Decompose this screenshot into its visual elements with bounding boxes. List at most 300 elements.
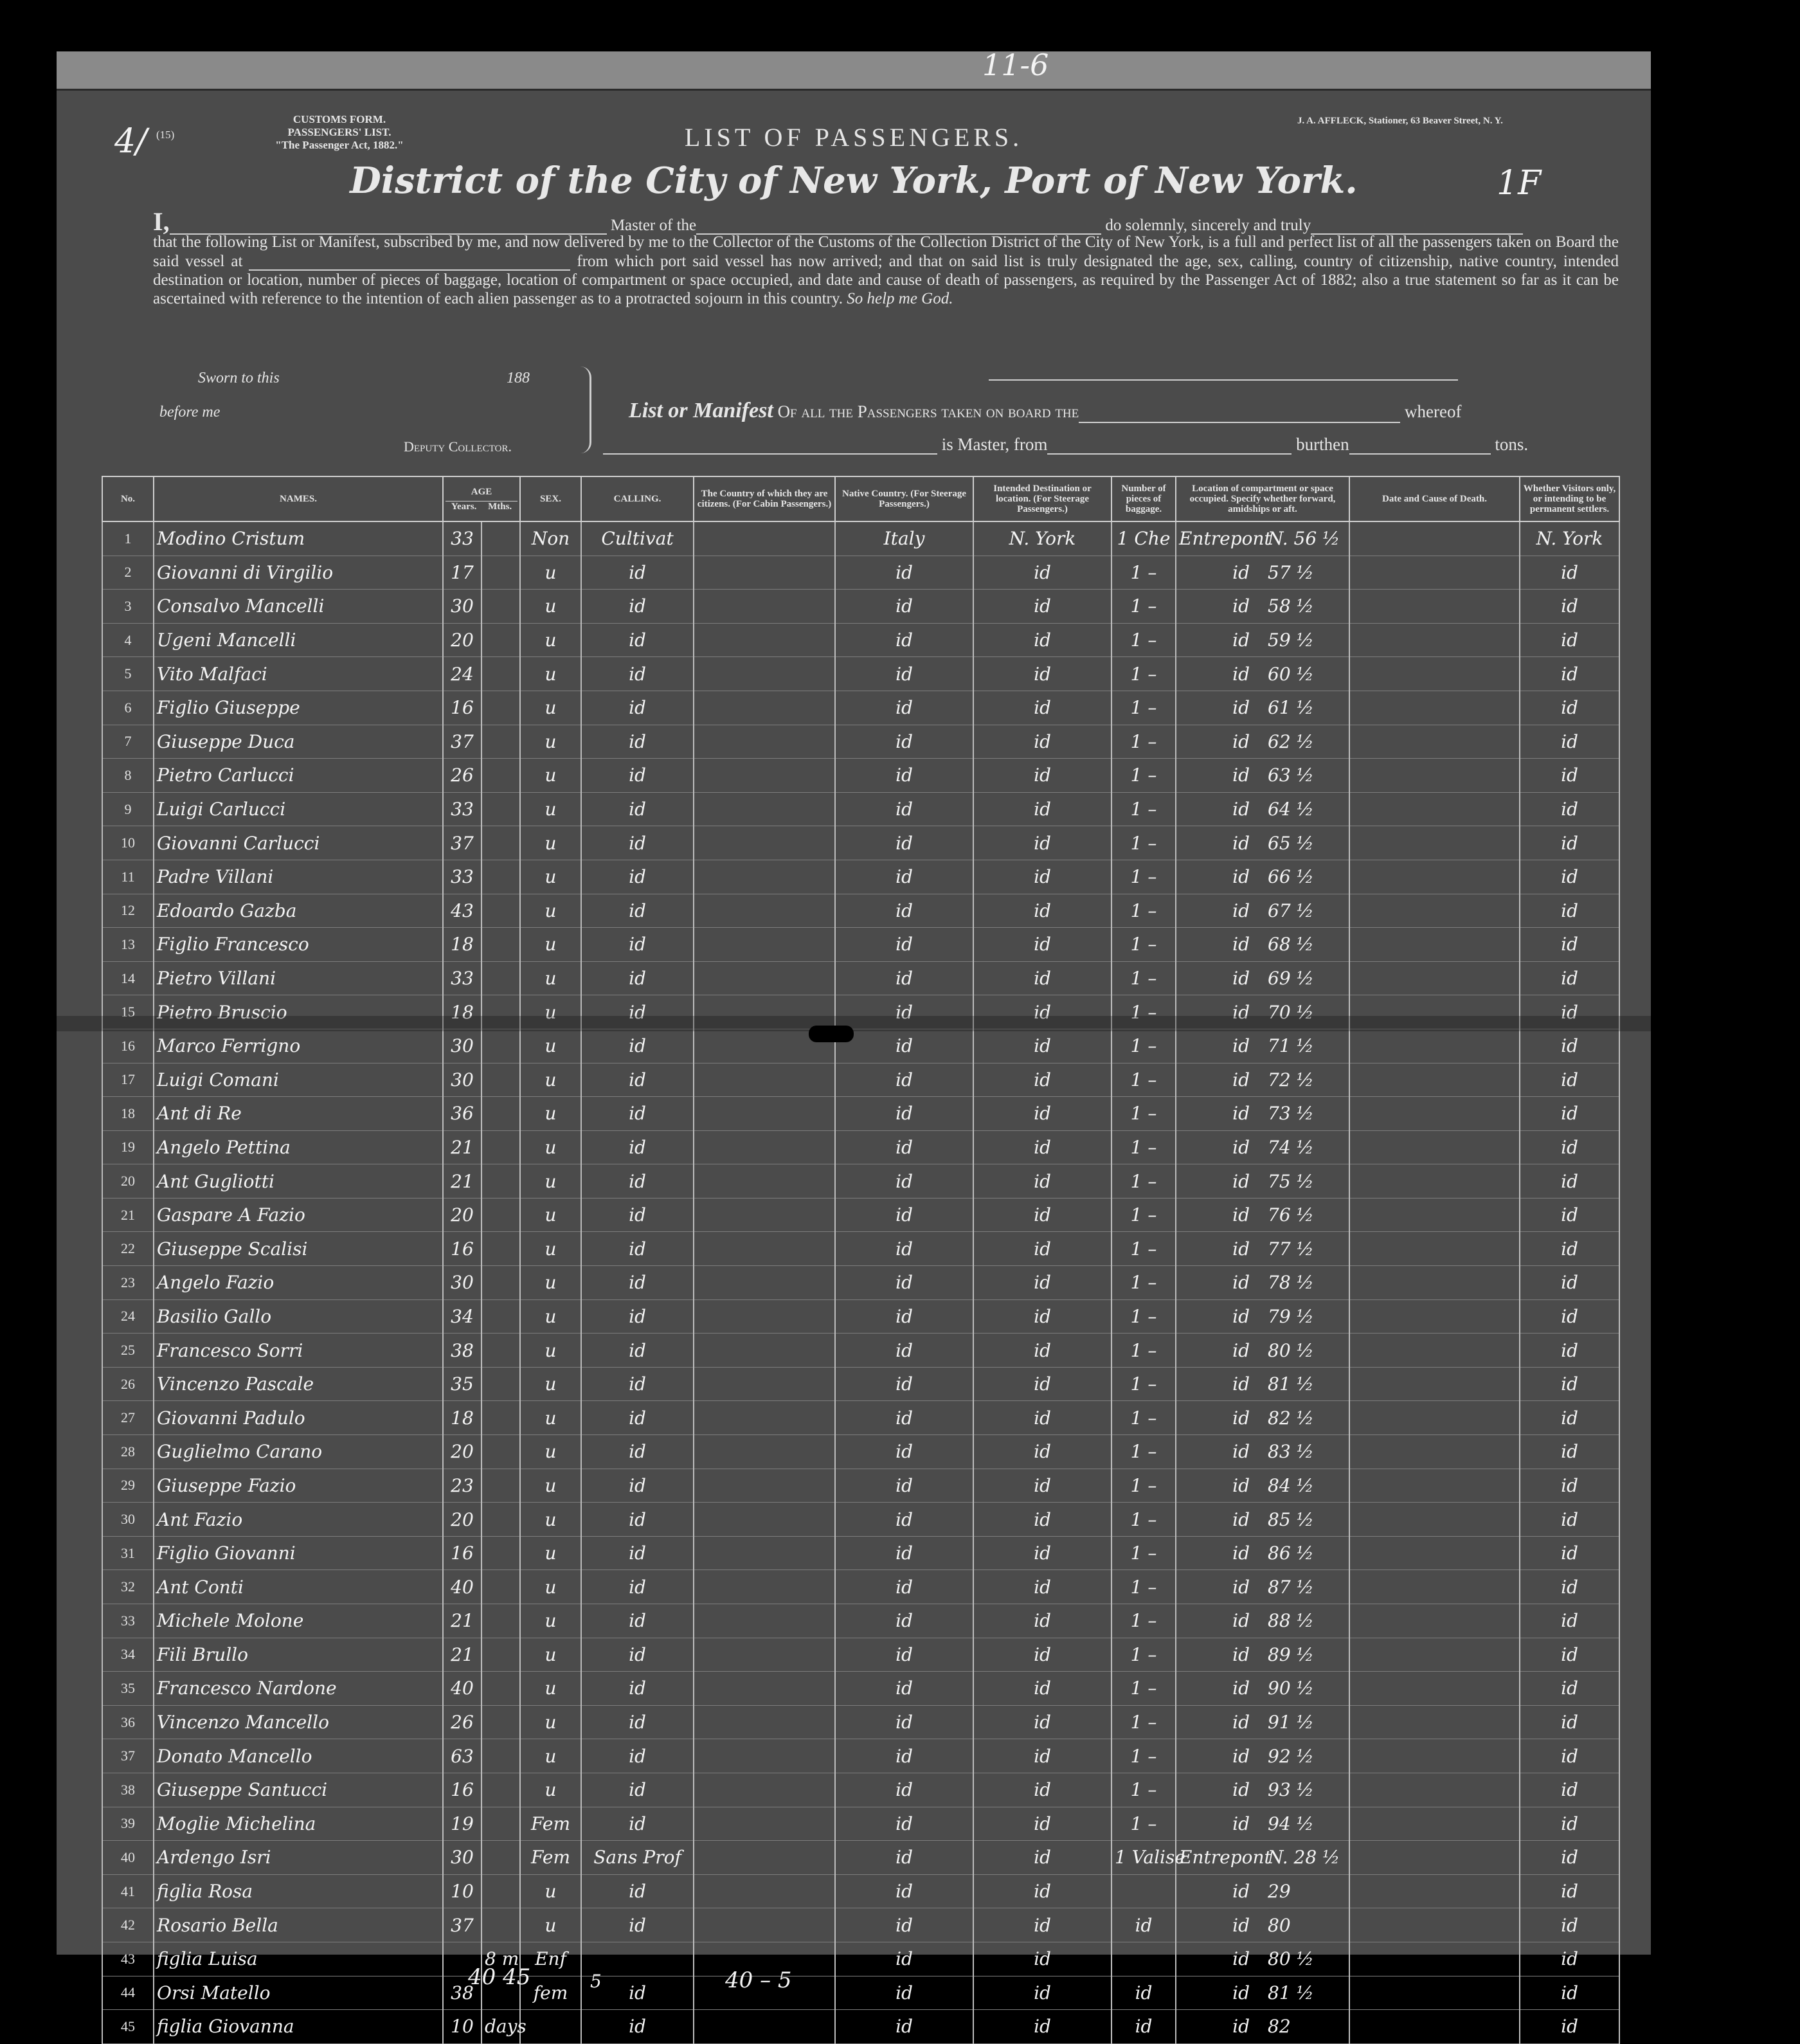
location (1176, 1367, 1349, 1401)
citizen-country (694, 961, 835, 995)
settler-status: id (1520, 894, 1619, 928)
death-cause (1349, 1672, 1520, 1706)
location (1176, 1029, 1349, 1063)
location (1176, 1570, 1349, 1604)
age-years: 16 (443, 1536, 482, 1570)
passenger-name: Figlio Francesco (154, 928, 443, 962)
sex: u (520, 1672, 581, 1706)
location-area: id (1232, 1643, 1250, 1665)
destination: id (973, 1334, 1112, 1368)
table-row (102, 1841, 1619, 1875)
age-months (482, 590, 520, 624)
native-country: id (835, 1807, 973, 1841)
settler-status: id (1520, 657, 1619, 691)
sex: u (520, 1435, 581, 1469)
settler-status: id (1520, 590, 1619, 624)
baggage: 1 Valise (1112, 1841, 1176, 1875)
citizen-country (694, 1232, 835, 1266)
row-number: 14 (102, 961, 154, 995)
death-cause (1349, 1097, 1520, 1131)
manifest-line-2 (603, 435, 1619, 455)
manifest-whereof: whereof (1405, 402, 1462, 421)
age-months (482, 657, 520, 691)
native-country: id (835, 556, 973, 590)
native-country: id (835, 725, 973, 759)
death-cause (1349, 1063, 1520, 1097)
age-years: 18 (443, 928, 482, 962)
death-cause (1349, 1367, 1520, 1401)
age-months (482, 1367, 520, 1401)
death-cause (1349, 1299, 1520, 1334)
citizen-country (694, 1773, 835, 1807)
sex: u (520, 657, 581, 691)
oath-paragraph (153, 233, 1619, 308)
sex (520, 2010, 581, 2044)
table-row (102, 1739, 1619, 1773)
table-row (102, 1435, 1619, 1469)
row-number: 1 (102, 521, 154, 556)
row-number: 21 (102, 1198, 154, 1232)
destination: id (973, 759, 1112, 793)
location-area: id (1232, 1813, 1250, 1834)
sex: u (520, 1097, 581, 1131)
location (1176, 1334, 1349, 1368)
baggage: 1 – (1112, 1638, 1176, 1672)
sex: u (520, 928, 581, 962)
location (1176, 1672, 1349, 1706)
row-number: 6 (102, 691, 154, 725)
age-years: 23 (443, 1469, 482, 1503)
citizen-country (694, 1705, 835, 1739)
destination: id (973, 1672, 1112, 1706)
destination: id (973, 1401, 1112, 1435)
calling: id (581, 961, 694, 995)
location-number: 94 ½ (1268, 1813, 1314, 1834)
destination: id (973, 1739, 1112, 1773)
settler-status: id (1520, 995, 1619, 1029)
citizen-country (694, 1401, 835, 1435)
baggage: 1 – (1112, 623, 1176, 657)
table-row (102, 1164, 1619, 1198)
passenger-name: Figlio Giuseppe (154, 691, 443, 725)
table-row (102, 1266, 1619, 1300)
sex: u (520, 1638, 581, 1672)
table-row (102, 1672, 1619, 1706)
death-cause (1349, 860, 1520, 894)
sex: u (520, 826, 581, 860)
native-country: id (835, 1503, 973, 1537)
settler-status: id (1520, 1807, 1619, 1841)
location (1176, 1299, 1349, 1334)
sex: u (520, 1130, 581, 1164)
passenger-name: Basilio Gallo (154, 1299, 443, 1334)
death-cause (1349, 961, 1520, 995)
ink-blot (809, 1026, 854, 1042)
native-country: id (835, 1874, 973, 1908)
location-number: 80 ½ (1268, 1948, 1314, 1970)
table-row (102, 1807, 1619, 1841)
native-country: id (835, 1097, 973, 1131)
citizen-country (694, 792, 835, 826)
customs-form-line-1: CUSTOMS FORM. (292, 113, 386, 125)
age-years: 26 (443, 1705, 482, 1739)
location-area: id (1232, 1982, 1250, 2003)
calling: id (581, 1299, 694, 1334)
row-number: 11 (102, 860, 154, 894)
location (1176, 792, 1349, 826)
citizen-country (694, 1841, 835, 1875)
age-years: 10 (443, 1874, 482, 1908)
passenger-name: Angelo Pettina (154, 1130, 443, 1164)
col-destination: Intended Destination or location. (For Steerage Passengers.) (973, 476, 1112, 521)
calling: id (581, 1908, 694, 1942)
death-cause (1349, 1198, 1520, 1232)
citizen-country (694, 1908, 835, 1942)
row-number: 8 (102, 759, 154, 793)
death-cause (1349, 590, 1520, 624)
row-number: 28 (102, 1435, 154, 1469)
age-years: 36 (443, 1097, 482, 1131)
destination: id (973, 725, 1112, 759)
location-number: 72 ½ (1268, 1069, 1314, 1090)
native-country: id (835, 860, 973, 894)
baggage: 1 – (1112, 1469, 1176, 1503)
location-area: id (1232, 1204, 1250, 1226)
manifest-of-all: Of all the Passengers taken on board the (777, 402, 1079, 421)
native-country: id (835, 1638, 973, 1672)
calling: id (581, 1401, 694, 1435)
table-row (102, 826, 1619, 860)
table-row (102, 1536, 1619, 1570)
sex: u (520, 1334, 581, 1368)
row-number: 3 (102, 590, 154, 624)
location-area: id (1232, 1103, 1250, 1125)
location-area: id (1232, 934, 1250, 955)
row-number: 43 (102, 1942, 154, 1976)
location-area: id (1232, 968, 1250, 990)
passenger-name: Fili Brullo (154, 1638, 443, 1672)
destination: id (973, 1503, 1112, 1537)
location-number: 82 (1268, 2016, 1291, 2038)
col-sex: SEX. (520, 476, 581, 521)
location-area: id (1232, 697, 1250, 719)
table-row (102, 1638, 1619, 1672)
death-cause (1349, 1874, 1520, 1908)
passenger-name: Pietro Bruscio (154, 995, 443, 1029)
passenger-name: Vito Malfaci (154, 657, 443, 691)
calling: id (581, 1773, 694, 1807)
passenger-name: Giuseppe Santucci (154, 1773, 443, 1807)
destination: id (973, 590, 1112, 624)
native-country: id (835, 1130, 973, 1164)
passenger-name: Moglie Michelina (154, 1807, 443, 1841)
passenger-name: Luigi Comani (154, 1063, 443, 1097)
settler-status: id (1520, 1164, 1619, 1198)
age-months (482, 1299, 520, 1334)
age-years: 33 (443, 860, 482, 894)
age-years: 35 (443, 1367, 482, 1401)
col-native-country: Native Country. (For Steerage Passengers.) (835, 476, 973, 521)
death-cause (1349, 1435, 1520, 1469)
location-number: 74 ½ (1268, 1136, 1314, 1158)
sex: u (520, 623, 581, 657)
row-number: 4 (102, 623, 154, 657)
baggage: 1 – (1112, 860, 1176, 894)
age-years: 43 (443, 894, 482, 928)
age-months (482, 826, 520, 860)
calling: id (581, 623, 694, 657)
baggage: 1 – (1112, 995, 1176, 1029)
age-years: 37 (443, 826, 482, 860)
location-area: id (1232, 2016, 1250, 2038)
location-area: id (1232, 1069, 1250, 1090)
sex: u (520, 1739, 581, 1773)
location (1176, 860, 1349, 894)
location-area: id (1232, 1474, 1250, 1496)
baggage: 1 – (1112, 1705, 1176, 1739)
table-row (102, 1469, 1619, 1503)
sex: u (520, 590, 581, 624)
age-months (482, 1401, 520, 1435)
location-area: id (1232, 629, 1250, 651)
location-area: id (1232, 595, 1250, 617)
bottom-mark-left: 40 45 (468, 1964, 531, 1990)
age-months (482, 521, 520, 556)
location (1176, 623, 1349, 657)
sworn-to-label: Sworn to this (198, 370, 280, 386)
location-area: id (1232, 1272, 1250, 1294)
age-years: 24 (443, 657, 482, 691)
location-area: id (1232, 1339, 1250, 1361)
location-area: id (1232, 1407, 1250, 1429)
death-cause (1349, 1130, 1520, 1164)
location (1176, 1705, 1349, 1739)
col-citizen-country: The Country of which they are citizens. (For Cabin Passengers.) (694, 476, 835, 521)
form-number: (15) (156, 129, 175, 141)
row-number: 25 (102, 1334, 154, 1368)
manifest-burthen: burthen (1296, 435, 1349, 454)
age-months (482, 928, 520, 962)
sex: Enf (520, 1942, 581, 1976)
age-years: 20 (443, 623, 482, 657)
location-number: 69 ½ (1268, 968, 1314, 990)
row-number: 42 (102, 1908, 154, 1942)
baggage: 1 – (1112, 1232, 1176, 1266)
sex: u (520, 725, 581, 759)
oath-master-of: Master of the (610, 217, 697, 234)
location-area: id (1232, 1508, 1250, 1530)
location-number: 93 ½ (1268, 1779, 1314, 1801)
passenger-name: Giovanni di Virgilio (154, 556, 443, 590)
location-number: 73 ½ (1268, 1103, 1314, 1125)
baggage: 1 – (1112, 1334, 1176, 1368)
native-country: id (835, 1739, 973, 1773)
age-years: 33 (443, 792, 482, 826)
passenger-name: Angelo Fazio (154, 1266, 443, 1300)
citizen-country (694, 556, 835, 590)
location (1176, 1638, 1349, 1672)
citizen-country (694, 1604, 835, 1638)
settler-status: id (1520, 1299, 1619, 1334)
manifest-sheet (57, 48, 1651, 2038)
citizen-country (694, 1638, 835, 1672)
calling: id (581, 556, 694, 590)
table-row (102, 725, 1619, 759)
destination: id (973, 657, 1112, 691)
settler-status: N. York (1520, 521, 1619, 556)
district-heading: District of the City of New York, Port of New York. (350, 159, 1358, 202)
location-number: 88 ½ (1268, 1610, 1314, 1632)
baggage: 1 – (1112, 1435, 1176, 1469)
settler-status: id (1520, 691, 1619, 725)
table-row (102, 2010, 1619, 2044)
settler-status: id (1520, 623, 1619, 657)
baggage: 1 – (1112, 1773, 1176, 1807)
age-years: 16 (443, 691, 482, 725)
native-country: id (835, 1841, 973, 1875)
row-number: 15 (102, 995, 154, 1029)
sworn-year: 188 (507, 370, 530, 386)
location-area: id (1232, 799, 1250, 820)
location (1176, 1164, 1349, 1198)
table-row (102, 1976, 1619, 2010)
sex: u (520, 1299, 581, 1334)
age-months: 8 m (482, 1942, 520, 1976)
row-number: 39 (102, 1807, 154, 1841)
age-months (482, 1503, 520, 1537)
destination: id (973, 1976, 1112, 2010)
location-number: 66 ½ (1268, 866, 1314, 888)
age-months (482, 1773, 520, 1807)
table-row (102, 1401, 1619, 1435)
sex: u (520, 1029, 581, 1063)
citizen-country (694, 1097, 835, 1131)
location-number: 57 ½ (1268, 561, 1314, 583)
table-row (102, 1773, 1619, 1807)
settler-status: id (1520, 556, 1619, 590)
row-number: 22 (102, 1232, 154, 1266)
destination: id (973, 1908, 1112, 1942)
calling: id (581, 928, 694, 962)
table-row (102, 1130, 1619, 1164)
calling: id (581, 792, 694, 826)
age-months (482, 1435, 520, 1469)
age-years: 21 (443, 1638, 482, 1672)
calling: id (581, 1976, 694, 2010)
destination: id (973, 1232, 1112, 1266)
destination: id (973, 1874, 1112, 1908)
location (1176, 725, 1349, 759)
death-cause (1349, 1604, 1520, 1638)
row-number: 38 (102, 1773, 154, 1807)
age-months (482, 725, 520, 759)
death-cause (1349, 1232, 1520, 1266)
death-cause (1349, 1266, 1520, 1300)
signature-line (989, 379, 1458, 381)
age-years: 16 (443, 1232, 482, 1266)
native-country: id (835, 826, 973, 860)
row-number: 17 (102, 1063, 154, 1097)
table-row (102, 860, 1619, 894)
destination: id (973, 1299, 1112, 1334)
age-years: 33 (443, 521, 482, 556)
sex: Fem (520, 1807, 581, 1841)
baggage: id (1112, 2010, 1176, 2044)
destination: id (973, 623, 1112, 657)
age-years: 33 (443, 961, 482, 995)
settler-status: id (1520, 2010, 1619, 2044)
location (1176, 1841, 1349, 1875)
location-area: id (1232, 1305, 1250, 1327)
citizen-country (694, 725, 835, 759)
location (1176, 691, 1349, 725)
native-country: id (835, 1063, 973, 1097)
settler-status: id (1520, 1367, 1619, 1401)
location-area: id (1232, 1238, 1250, 1260)
table-row (102, 1503, 1619, 1537)
location-number: 60 ½ (1268, 663, 1314, 685)
native-country: Italy (835, 521, 973, 556)
baggage: 1 – (1112, 1029, 1176, 1063)
baggage: 1 – (1112, 759, 1176, 793)
row-number: 10 (102, 826, 154, 860)
age-months (482, 1063, 520, 1097)
sex: u (520, 995, 581, 1029)
oath-first-line (153, 207, 1619, 236)
age-months (482, 556, 520, 590)
citizen-country (694, 2010, 835, 2044)
passenger-name: Rosario Bella (154, 1908, 443, 1942)
table-row (102, 1299, 1619, 1334)
location-number: 61 ½ (1268, 697, 1314, 719)
oath-i: I, (153, 207, 170, 236)
sex: u (520, 1570, 581, 1604)
baggage: 1 – (1112, 894, 1176, 928)
location (1176, 1604, 1349, 1638)
death-cause (1349, 928, 1520, 962)
settler-status: id (1520, 725, 1619, 759)
destination: id (973, 1469, 1112, 1503)
location (1176, 759, 1349, 793)
age-years: 38 (443, 1334, 482, 1368)
baggage: 1 – (1112, 1198, 1176, 1232)
location-area: id (1232, 1914, 1250, 1936)
top-annotation: 11-6 (982, 48, 1049, 82)
citizen-country (694, 1469, 835, 1503)
row-number: 24 (102, 1299, 154, 1334)
calling: id (581, 691, 694, 725)
age-years: 17 (443, 556, 482, 590)
age-years: 40 (443, 1570, 482, 1604)
location (1176, 1976, 1349, 2010)
death-cause (1349, 521, 1520, 556)
destination: id (973, 1773, 1112, 1807)
baggage: 1 – (1112, 1536, 1176, 1570)
age-years: 30 (443, 590, 482, 624)
destination: id (973, 1570, 1112, 1604)
destination: id (973, 928, 1112, 962)
destination: id (973, 1942, 1112, 1976)
manifest-tons: tons. (1495, 435, 1529, 454)
settler-status: id (1520, 1942, 1619, 1976)
location (1176, 1401, 1349, 1435)
location (1176, 556, 1349, 590)
citizen-country (694, 1807, 835, 1841)
row-number: 19 (102, 1130, 154, 1164)
citizen-country (694, 1672, 835, 1706)
death-cause (1349, 792, 1520, 826)
row-number: 13 (102, 928, 154, 962)
